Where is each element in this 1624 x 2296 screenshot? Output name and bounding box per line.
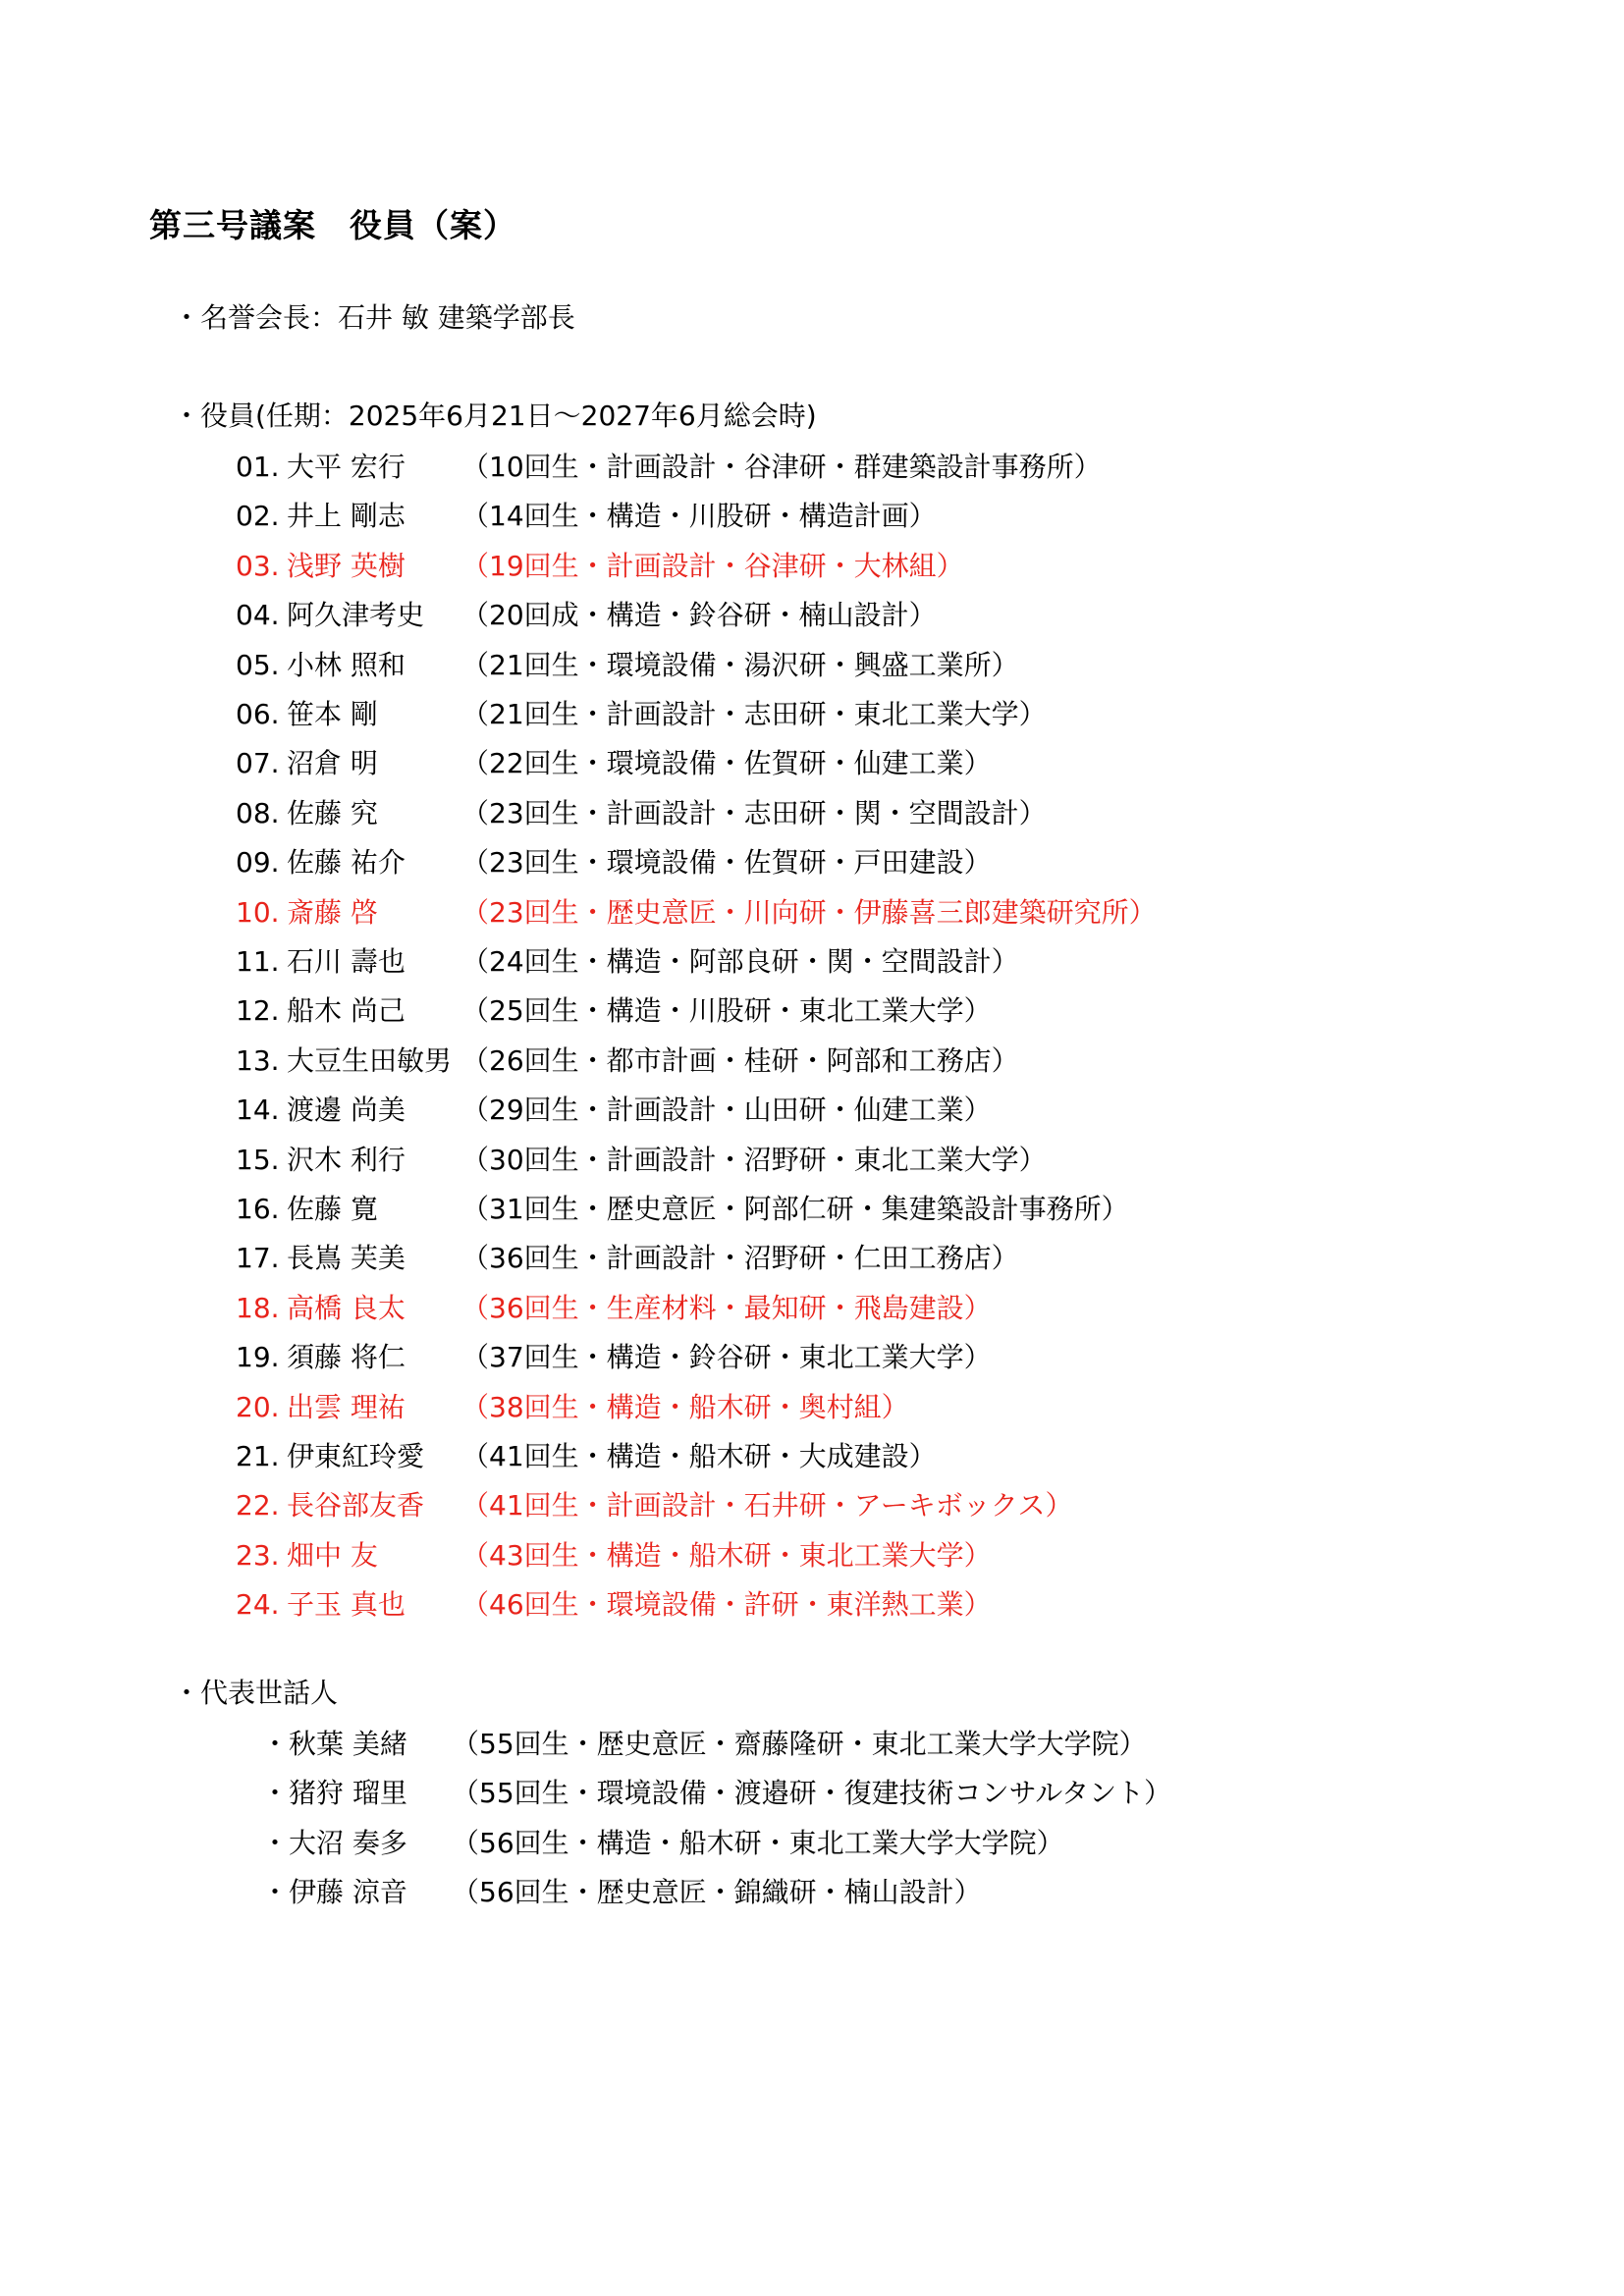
officer-number: 19. (236, 1341, 280, 1374)
officer-row (236, 646, 1019, 685)
officer-row (236, 1536, 992, 1575)
officer-info: （41回生・計画設計・石井研・アーキボックス） (461, 1489, 1073, 1522)
officer-number: 04. (236, 599, 280, 632)
officer-name: 渡邊 尚美 (287, 1094, 406, 1127)
officer-row (236, 893, 1157, 933)
representatives-heading: ・代表世話人 (173, 1677, 339, 1709)
officer-info: （21回生・計画設計・志田研・東北工業大学） (461, 698, 1047, 730)
officer-info: （41回生・構造・船木研・大成建設） (461, 1440, 937, 1472)
officer-name: 伊東紅玲愛 (287, 1440, 425, 1472)
officer-row (236, 991, 992, 1031)
officer-row (236, 1091, 992, 1130)
officer-row (236, 448, 1102, 487)
officer-row (236, 547, 964, 586)
page-title: 第三号議案 役員（案） (149, 206, 516, 244)
officer-row (236, 1437, 937, 1476)
representative-name: ・秋葉 美緒 (261, 1728, 407, 1760)
officer-name: 沢木 利行 (287, 1143, 406, 1176)
representative-name: ・猪狩 瑠里 (261, 1777, 407, 1810)
officer-info: （25回生・構造・川股研・東北工業大学） (461, 994, 992, 1028)
representative-name: ・伊藤 涼音 (261, 1876, 407, 1909)
representative-info: （55回生・歴史意匠・齋藤隆研・東北工業大学大学院） (452, 1728, 1147, 1760)
officers-heading: ・役員(任期：2025年6月21日～2027年6月総会時) (173, 400, 817, 432)
officer-number: 17. (236, 1242, 280, 1275)
representative-row (261, 1873, 982, 1912)
officer-row (236, 1141, 1047, 1180)
officer-row (236, 843, 992, 882)
representative-name: ・大沼 奏多 (261, 1826, 407, 1859)
officer-name: 佐藤 究 (287, 796, 378, 829)
officer-info: （23回生・計画設計・志田研・関・空間設計） (461, 796, 1047, 829)
officer-row (236, 794, 1047, 833)
officer-name: 笹本 剛 (287, 698, 378, 730)
officer-number: 22. (236, 1489, 280, 1522)
officer-info: （46回生・環境設備・許研・東洋熱工業） (461, 1588, 992, 1622)
officer-row (236, 1190, 1129, 1229)
officer-info: （10回生・計画設計・谷津研・群建築設計事務所） (461, 451, 1102, 483)
officer-info: （19回生・計画設計・谷津研・大林組） (461, 549, 964, 582)
representative-row (261, 1824, 1064, 1863)
officer-number: 02. (236, 500, 280, 533)
officer-name: 大豆生田敏男 (287, 1043, 453, 1077)
officer-info: （36回生・計画設計・沼野研・仁田工務店） (461, 1242, 1019, 1275)
officer-number: 16. (236, 1193, 280, 1225)
officer-number: 11. (236, 945, 280, 978)
officer-name: 佐藤 祐介 (287, 846, 406, 880)
officer-name: 佐藤 寛 (287, 1193, 378, 1225)
officer-name: 大平 宏行 (287, 451, 406, 483)
officer-row (236, 1338, 992, 1377)
officer-number: 05. (236, 648, 280, 681)
officer-info: （20回成・構造・鈴谷研・楠山設計） (461, 599, 937, 632)
officer-info: （37回生・構造・鈴谷研・東北工業大学） (461, 1341, 992, 1374)
officer-name: 井上 剛志 (287, 500, 406, 533)
honorary-chair-line: ・名誉会長：石井 敏 建築学部長 (173, 301, 575, 334)
officer-name: 畑中 友 (287, 1538, 378, 1572)
officer-row (236, 497, 937, 536)
representative-info: （56回生・歴史意匠・錦織研・楠山設計） (452, 1876, 982, 1909)
officer-name: 出雲 理祐 (287, 1390, 406, 1423)
officer-info: （31回生・歴史意匠・阿部仁研・集建築設計事務所） (461, 1193, 1129, 1225)
officer-name: 船木 尚己 (287, 994, 406, 1028)
officer-number: 01. (236, 451, 280, 483)
representative-info: （56回生・構造・船木研・東北工業大学大学院） (452, 1826, 1064, 1859)
officer-name: 沼倉 明 (287, 747, 378, 780)
officer-name: 浅野 英樹 (287, 549, 406, 582)
officer-name: 長谷部友香 (287, 1489, 425, 1522)
officer-row (236, 1289, 992, 1328)
officer-info: （24回生・構造・阿部良研・関・空間設計） (461, 945, 1019, 978)
officer-name: 子玉 真也 (287, 1588, 406, 1622)
officer-info: （23回生・環境設備・佐賀研・戸田建設） (461, 846, 992, 880)
officer-row (236, 1041, 1019, 1081)
officer-row (236, 695, 1047, 734)
officer-row (236, 744, 992, 783)
officer-row (236, 942, 1019, 982)
officer-row (236, 596, 937, 635)
officer-number: 21. (236, 1440, 280, 1472)
officer-number: 07. (236, 747, 280, 780)
officer-number: 18. (236, 1291, 280, 1324)
officer-number: 15. (236, 1143, 280, 1176)
officer-name: 石川 壽也 (287, 945, 406, 978)
representative-row (261, 1774, 1171, 1813)
officer-number: 13. (236, 1043, 280, 1077)
officer-info: （29回生・計画設計・山田研・仙建工業） (461, 1094, 992, 1127)
officer-info: （36回生・生産材料・最知研・飛島建設） (461, 1291, 992, 1324)
officer-info: （22回生・環境設備・佐賀研・仙建工業） (461, 747, 992, 780)
officer-row (236, 1239, 1019, 1278)
officer-row (236, 1585, 992, 1625)
officer-name: 斎藤 啓 (287, 895, 378, 929)
officer-info: （23回生・歴史意匠・川向研・伊藤喜三郎建築研究所） (461, 895, 1157, 929)
officer-number: 10. (236, 895, 280, 929)
officer-row (236, 1388, 909, 1427)
officer-number: 09. (236, 846, 280, 880)
officer-number: 20. (236, 1390, 280, 1423)
officer-number: 24. (236, 1588, 280, 1622)
officer-number: 14. (236, 1094, 280, 1127)
officer-name: 小林 照和 (287, 648, 406, 681)
representative-info: （55回生・環境設備・渡邉研・復建技術コンサルタント） (452, 1777, 1172, 1810)
officer-info: （26回生・都市計画・桂研・阿部和工務店） (461, 1043, 1019, 1077)
officer-name: 阿久津考史 (287, 599, 425, 632)
representative-row (261, 1725, 1147, 1764)
officer-number: 23. (236, 1538, 280, 1572)
officer-name: 長嶌 芙美 (287, 1242, 406, 1275)
officer-info: （38回生・構造・船木研・奥村組） (461, 1390, 909, 1423)
officer-number: 03. (236, 549, 280, 582)
officer-number: 12. (236, 994, 280, 1028)
officer-row (236, 1486, 1073, 1525)
officer-info: （43回生・構造・船木研・東北工業大学） (461, 1538, 992, 1572)
officer-name: 須藤 将仁 (287, 1341, 406, 1374)
officer-info: （21回生・環境設備・湯沢研・興盛工業所） (461, 648, 1019, 681)
officer-info: （14回生・構造・川股研・構造計画） (461, 500, 937, 533)
officer-number: 06. (236, 698, 280, 730)
officer-number: 08. (236, 796, 280, 829)
officer-info: （30回生・計画設計・沼野研・東北工業大学） (461, 1143, 1047, 1176)
officer-name: 高橋 良太 (287, 1291, 406, 1324)
